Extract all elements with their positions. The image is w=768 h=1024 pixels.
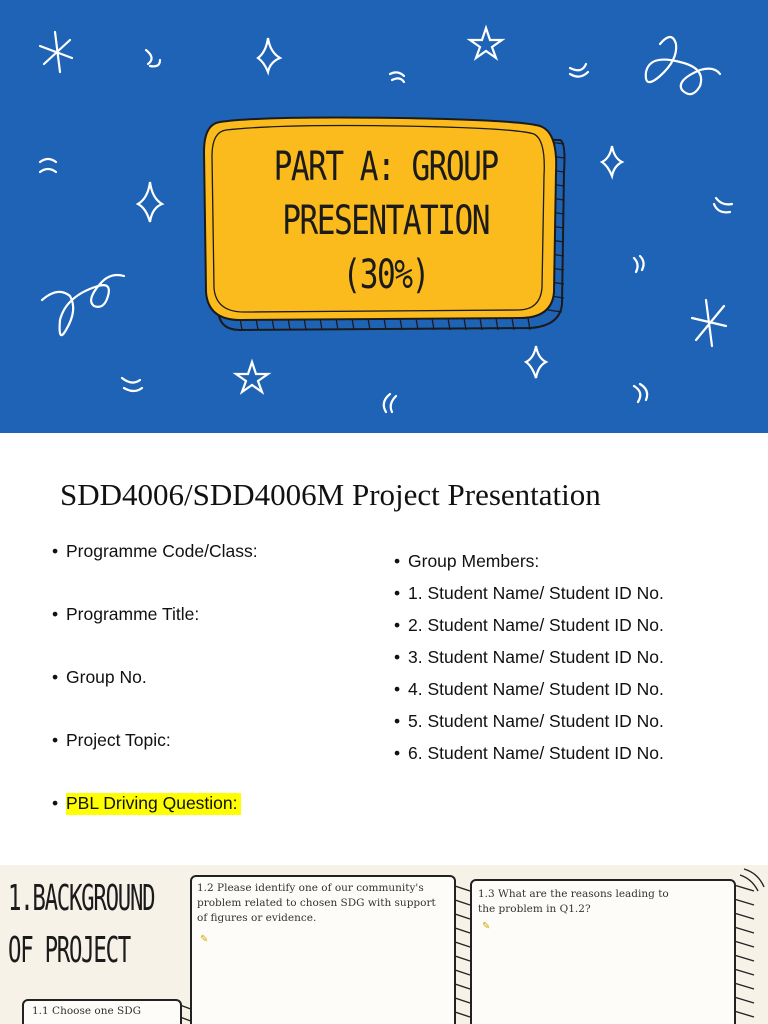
star-icon <box>236 362 268 392</box>
list-item: • Group No. <box>52 667 147 687</box>
slide-project-info <box>0 433 768 865</box>
group-members-list <box>394 551 764 775</box>
list-item: • 2. Student Name/ Student ID No. <box>394 615 664 635</box>
asterisk-icon <box>40 32 72 72</box>
list-item: • Programme Title: <box>52 604 200 624</box>
list-item: • 1. Student Name/ Student ID No. <box>394 583 664 603</box>
sparkle-icon <box>258 38 280 72</box>
project-details-list <box>52 541 372 856</box>
card-reasons-text: 1.3 What are the reasons leading to the problem in Q1.2? <box>478 888 669 915</box>
list-item: • 5. Student Name/ Student ID No. <box>394 711 664 731</box>
sparkle-icon <box>602 146 622 176</box>
title-line-1: PART A: GROUP <box>273 144 498 190</box>
list-item: • 6. Student Name/ Student ID No. <box>394 743 664 763</box>
title-line-3: (30%) <box>342 252 429 298</box>
loop-doodle <box>646 37 720 94</box>
list-item: • 4. Student Name/ Student ID No. <box>394 679 664 699</box>
star-icon <box>470 28 502 58</box>
list-item: • Group Members: <box>394 551 540 571</box>
slide-title <box>0 0 768 433</box>
list-item: • Project Topic: <box>52 730 171 750</box>
sparkle-icon <box>526 346 546 378</box>
pencil-icon: ✎ <box>200 934 209 945</box>
card-problem-text: 1.2 Please identify one of our community's problem related to chosen SDG with support of figures or evidence. <box>197 882 436 924</box>
heading-line-2: OF PROJECT <box>8 930 130 971</box>
slide-title-text <box>242 140 529 302</box>
sparkle-icon <box>138 182 162 222</box>
pencil-icon: ✎ <box>482 921 491 932</box>
loop-doodle <box>42 275 124 335</box>
title-line-2: PRESENTATION <box>282 198 489 244</box>
list-item: • Programme Code/Class: <box>52 541 258 561</box>
slide-background <box>0 865 768 1024</box>
title-box <box>200 112 568 334</box>
asterisk-icon <box>692 300 726 346</box>
card-sdg-text: 1.1 Choose one SDG <box>32 1005 142 1017</box>
project-heading: SDD4006/SDD4006M Project Presentation <box>60 477 601 512</box>
pbl-question-highlight: PBL Driving Question: <box>66 793 241 815</box>
heading-line-1: 1.BACKGROUND <box>8 878 155 919</box>
list-item: • 3. Student Name/ Student ID No. <box>394 647 664 667</box>
list-item-highlighted: • PBL Driving Question: <box>52 793 372 856</box>
